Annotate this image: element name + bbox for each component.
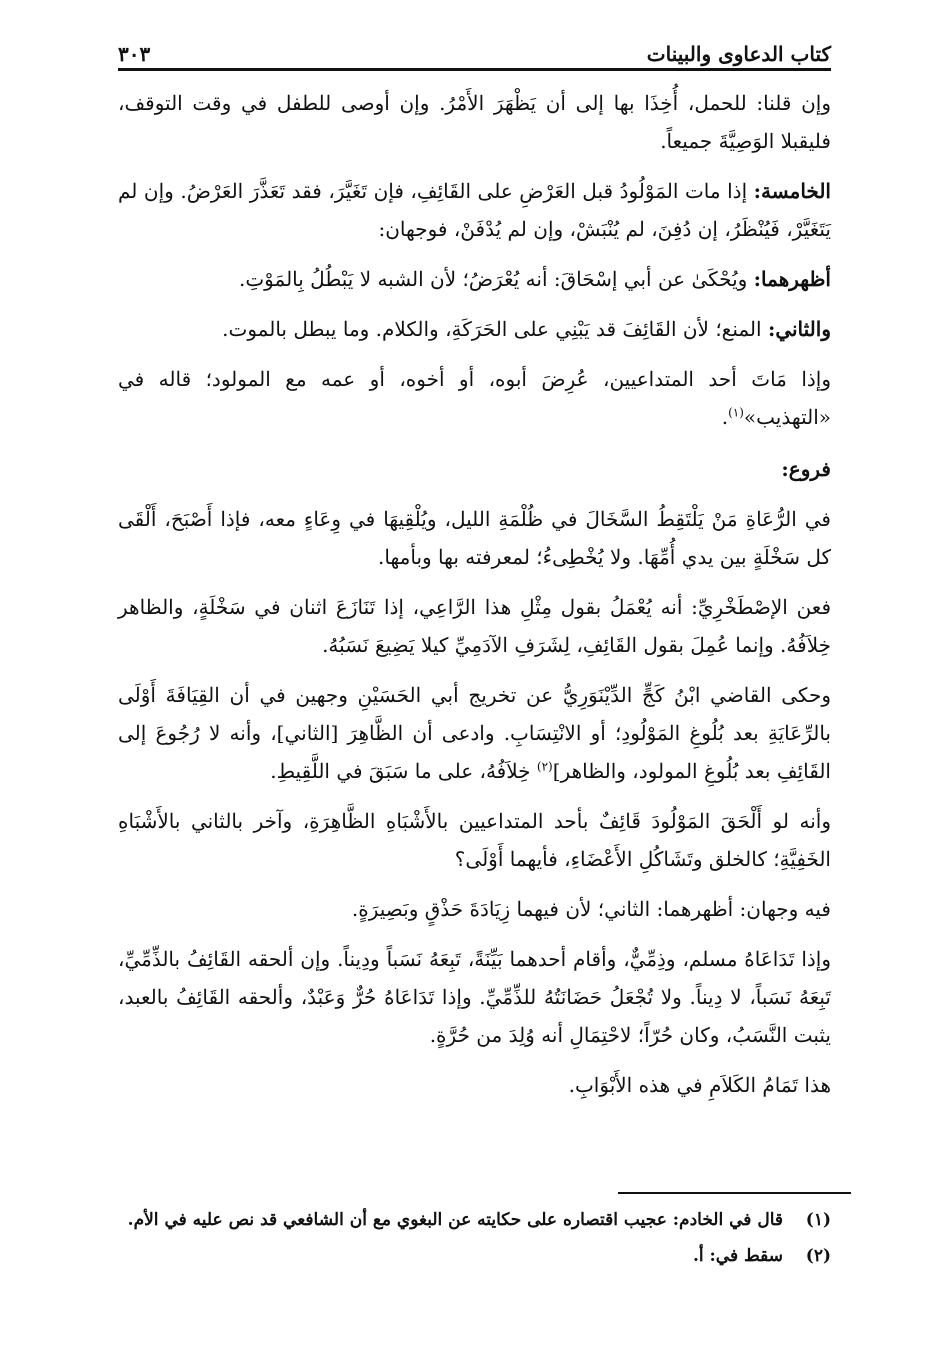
- footnote-number: (١): [805, 1210, 831, 1230]
- paragraph-8: [118, 588, 831, 664]
- paragraph-1: [118, 84, 831, 160]
- paragraph-13: [118, 1066, 831, 1104]
- header-title: كتاب الدعاوى والبينات: [646, 42, 831, 66]
- footnotes: [118, 1202, 831, 1274]
- paragraph-text: فيه وجهان: أظهرهما: الثاني؛ لأن فيهما زِيَادَةَ حَذْقٍ وبَصِيرَةٍ.: [351, 897, 831, 921]
- footnote-ref-2[interactable]: (٢): [536, 759, 553, 774]
- running-header: [118, 30, 831, 66]
- section-heading-text: فروع:: [781, 457, 831, 481]
- paragraph-3: [118, 260, 831, 298]
- paragraph-lead: أظهرهما:: [753, 267, 831, 291]
- footnote-text: سقط في: أ.: [692, 1246, 783, 1266]
- paragraph-text: وإذا تَدَاعَاهُ مسلم، وذِمِّيٌّ، وأقام أحدهما بَيِّنَةً، تَبِعَهُ نَسَباً ودِيناً. وإن ألحقه القَائِفُ بالذِّمِّيِّ، تَبِعَهُ نَسَباً، لا دِيناً. ولا تُجْعَلُ حَضَانَتُهُ للذِّمِّيِّ. وإذا تَدَاعَاهُ حُرٌّ وَعَبْدٌ، وألحقه القَائِفُ بالعبد، يثبت النَّسَبُ، وكان حُرّاً؛ لاحْتِمَالِ أنه وُلِدَ من حُرَّةٍ.: [118, 947, 831, 1047]
- paragraph-9: [118, 676, 831, 790]
- paragraph-7: [118, 500, 831, 576]
- paragraph-text: المنع؛ لأن القَائِفَ قد يَبْنِي على الحَرَكَةِ، والكلام. وما يبطل بالموت.: [222, 317, 768, 341]
- main-text: [118, 84, 831, 1116]
- paragraph-text: وأنه لو أَلْحَقَ المَوْلُودَ قَائِفٌ بأحد المتداعيين بالأَشْبَاهِ الظَّاهِرَةِ، وآخر بالثاني بالأَشْبَاهِ الخَفِيَّةِ؛ كالخلق وتَشَاكُلِ الأَعْضَاءِ، فأيهما أَوْلَى؟: [118, 809, 831, 871]
- paragraph-5: [118, 360, 831, 436]
- paragraph-text: ويُحْكَىٰ عن أبي إسْحَاقَ: أنه يُعْرَضُ؛ لأن الشبه لا يَبْطُلُ بِالمَوْتِ.: [238, 267, 754, 291]
- paragraph-tail: خِلاَفُهُ، على ما سَبَقَ في اللَّقِيطِ.: [270, 759, 537, 783]
- header-rule: [118, 68, 831, 71]
- paragraph-text: وإن قلنا: للحمل، أُخِذَا بها إلى أن يَظْهَرَ الأَمْرُ. وإن أوصى للطفل في وقت التوقف، فليقبلا الوَصِيَّةَ جميعاً.: [118, 91, 831, 153]
- paragraph-10: [118, 802, 831, 878]
- paragraph-lead: والثاني:: [767, 317, 831, 341]
- paragraph-11: [118, 890, 831, 928]
- paragraph-12: [118, 940, 831, 1054]
- paragraph-text: وإذا مَاتَ أحد المتداعيين، عُرِضَ أبوه، أو أخوه، أو عمه مع المولود؛ قاله في «التهذيب»: [118, 367, 831, 429]
- paragraph-text: في الرُّعَاةِ مَنْ يَلْتَقِطُ السَّخَالَ في ظُلْمَةِ الليل، ويُلْقِيهَا في وِعَاءٍ معه، فإذا أَصْبَحَ، أَلْقَى كل سَخْلَةٍ بين يدي أُمِّهَا. ولا يُخْطِىءُ؛ لمعرفته بها وبأمها.: [118, 507, 831, 569]
- paragraph-4: [118, 310, 831, 348]
- paragraph-lead: الخامسة:: [753, 179, 831, 203]
- footnote-ref-1[interactable]: (١): [728, 405, 744, 420]
- page-number: ٣٠٣: [118, 42, 151, 66]
- paragraph-text: فعن الإصْطَخْرِيِّ: أنه يُعْمَلُ بقول مِثْلِ هذا الرَّاعِي، إذا تَنَازَعَ اثنان في سَخْلَةٍ، والظاهر خِلاَفُهُ. وإنما عُمِلَ بقول القَائِفِ، لِشَرَفِ الآدَمِيِّ كيلا يَضِيعَ نَسَبُهُ.: [118, 595, 831, 657]
- paragraph-text: وحكى القاضي ابْنُ كَجٍّ الدِّيْنَوَرِيُّ عن تخريج أبي الحَسَيْنِ وجهين في أن القِيَافَةَ أَوْلَى بالرِّعَايَةِ بعد بُلُوغِ المَوْلُودِ؛ أو الانْتِسَابِ. وادعى أن الظَّاهِرَ [الثاني]، وأنه لا رُجُوعَ إلى القَائِفِ بعد بُلُوغِ المولود، والظاهر]: [118, 683, 831, 783]
- footnote-rule: [618, 1192, 851, 1194]
- footnote-2: [118, 1238, 831, 1274]
- paragraph-tail: .: [721, 405, 729, 429]
- paragraph-text: إذا مات المَوْلُودُ قبل العَرْضِ على القَائِفِ، فإن تَغَيَّرَ، فقد تَعَذَّرَ العَرْضُ. وإن لم يَتَغَيَّرْ، فَيُنْظَرُ، إن دُفِنَ، لم يُنْبَشْ، وإن لم يُدْفَنْ، فوجهان:: [118, 179, 831, 241]
- footnote-number: (٢): [805, 1246, 831, 1266]
- paragraph-2: [118, 172, 831, 248]
- footnote-text: قال في الخادم: عجيب اقتصاره على حكايته عن البغوي مع أن الشافعي قد نص عليه في الأم.: [127, 1210, 783, 1230]
- footnote-1: [118, 1202, 831, 1238]
- section-heading-furu: [118, 450, 831, 488]
- paragraph-text: هذا تَمَامُ الكَلاَمِ في هذه الأَبْوَابِ.: [568, 1073, 831, 1097]
